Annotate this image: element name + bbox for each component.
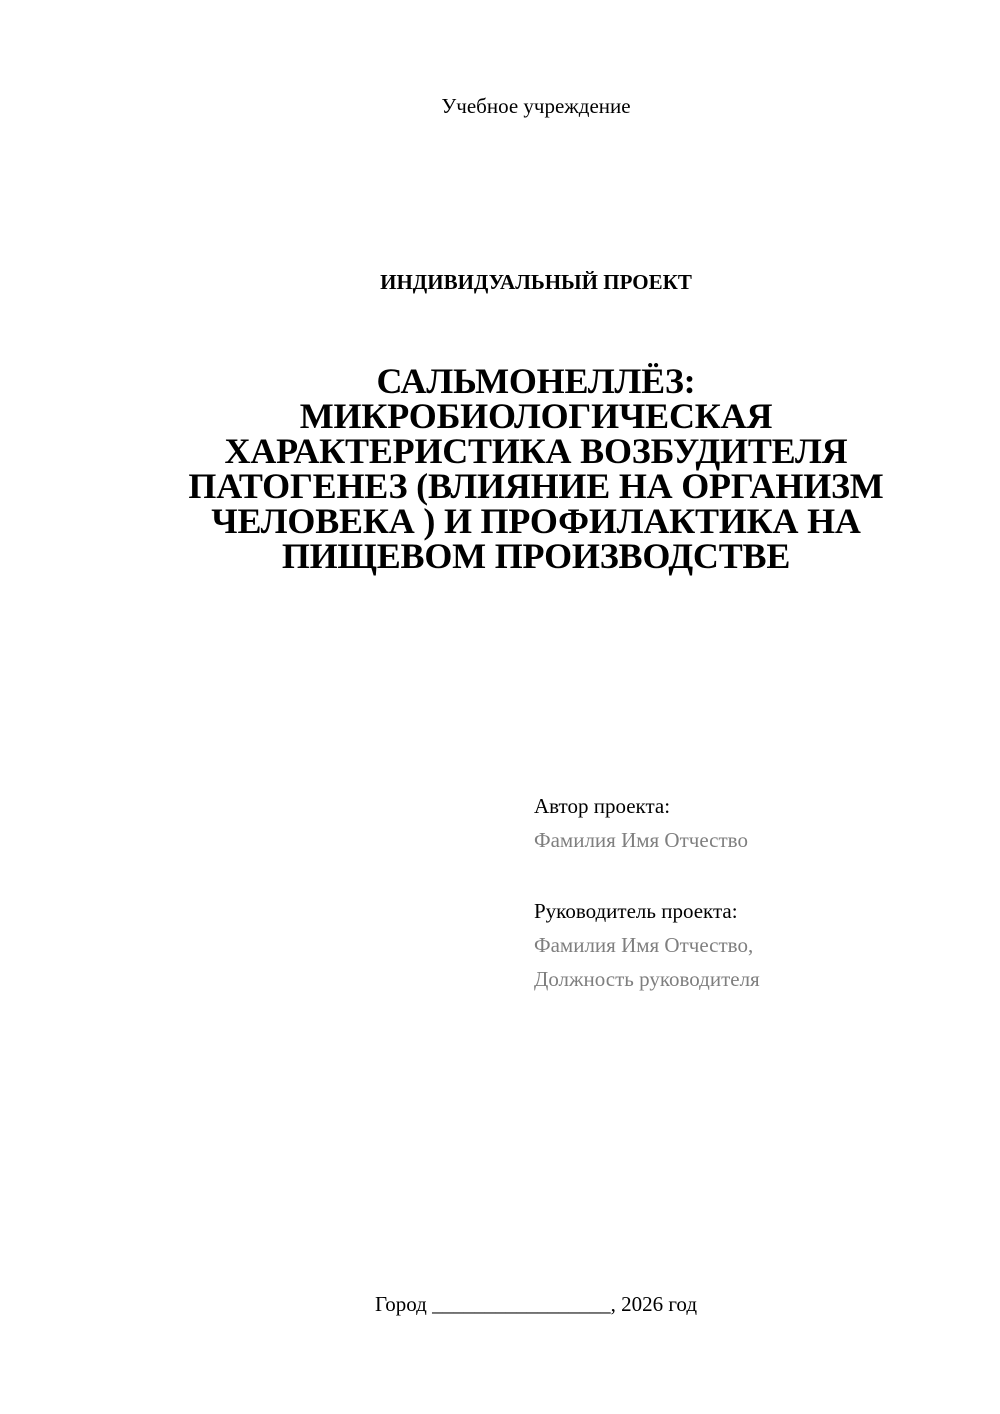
project-credits [534,789,974,996]
title-line: ПИЩЕВОМ ПРОИЗВОДСТВЕ [281,536,791,576]
author-name: Фамилия Имя Отчество [534,828,748,852]
supervisor-block [534,894,974,996]
supervisor-name: Фамилия Имя Отчество, [534,933,754,957]
title-line: ПАТОГЕНЕЗ (ВЛИЯНИЕ НА ОРГАНИЗМ [188,466,884,506]
supervisor-position: Должность руководителя [534,967,760,991]
document-type-heading: ИНДИВИДУАЛЬНЫЙ ПРОЕКТ [380,270,692,294]
city-year-line [0,1290,1000,1318]
title-line: ХАРАКТЕРИСТИКА ВОЗБУДИТЕЛЯ [224,431,848,471]
title-line: МИКРОБИОЛОГИЧЕСКАЯ [299,396,773,436]
project-title [100,361,972,576]
city-blank: _________________ [432,1292,611,1316]
supervisor-label: Руководитель проекта: [534,899,738,923]
author-block [534,789,974,857]
city-label: Город [374,1292,427,1316]
author-label: Автор проекта: [534,794,671,818]
year-text: , 2026 год [610,1292,698,1316]
title-line: ЧЕЛОВЕКА ) И ПРОФИЛАКТИКА НА [211,501,861,541]
institution-name: Учебное учреждение [441,94,631,118]
title-line: САЛЬМОНЕЛЛЁЗ: [376,361,696,401]
